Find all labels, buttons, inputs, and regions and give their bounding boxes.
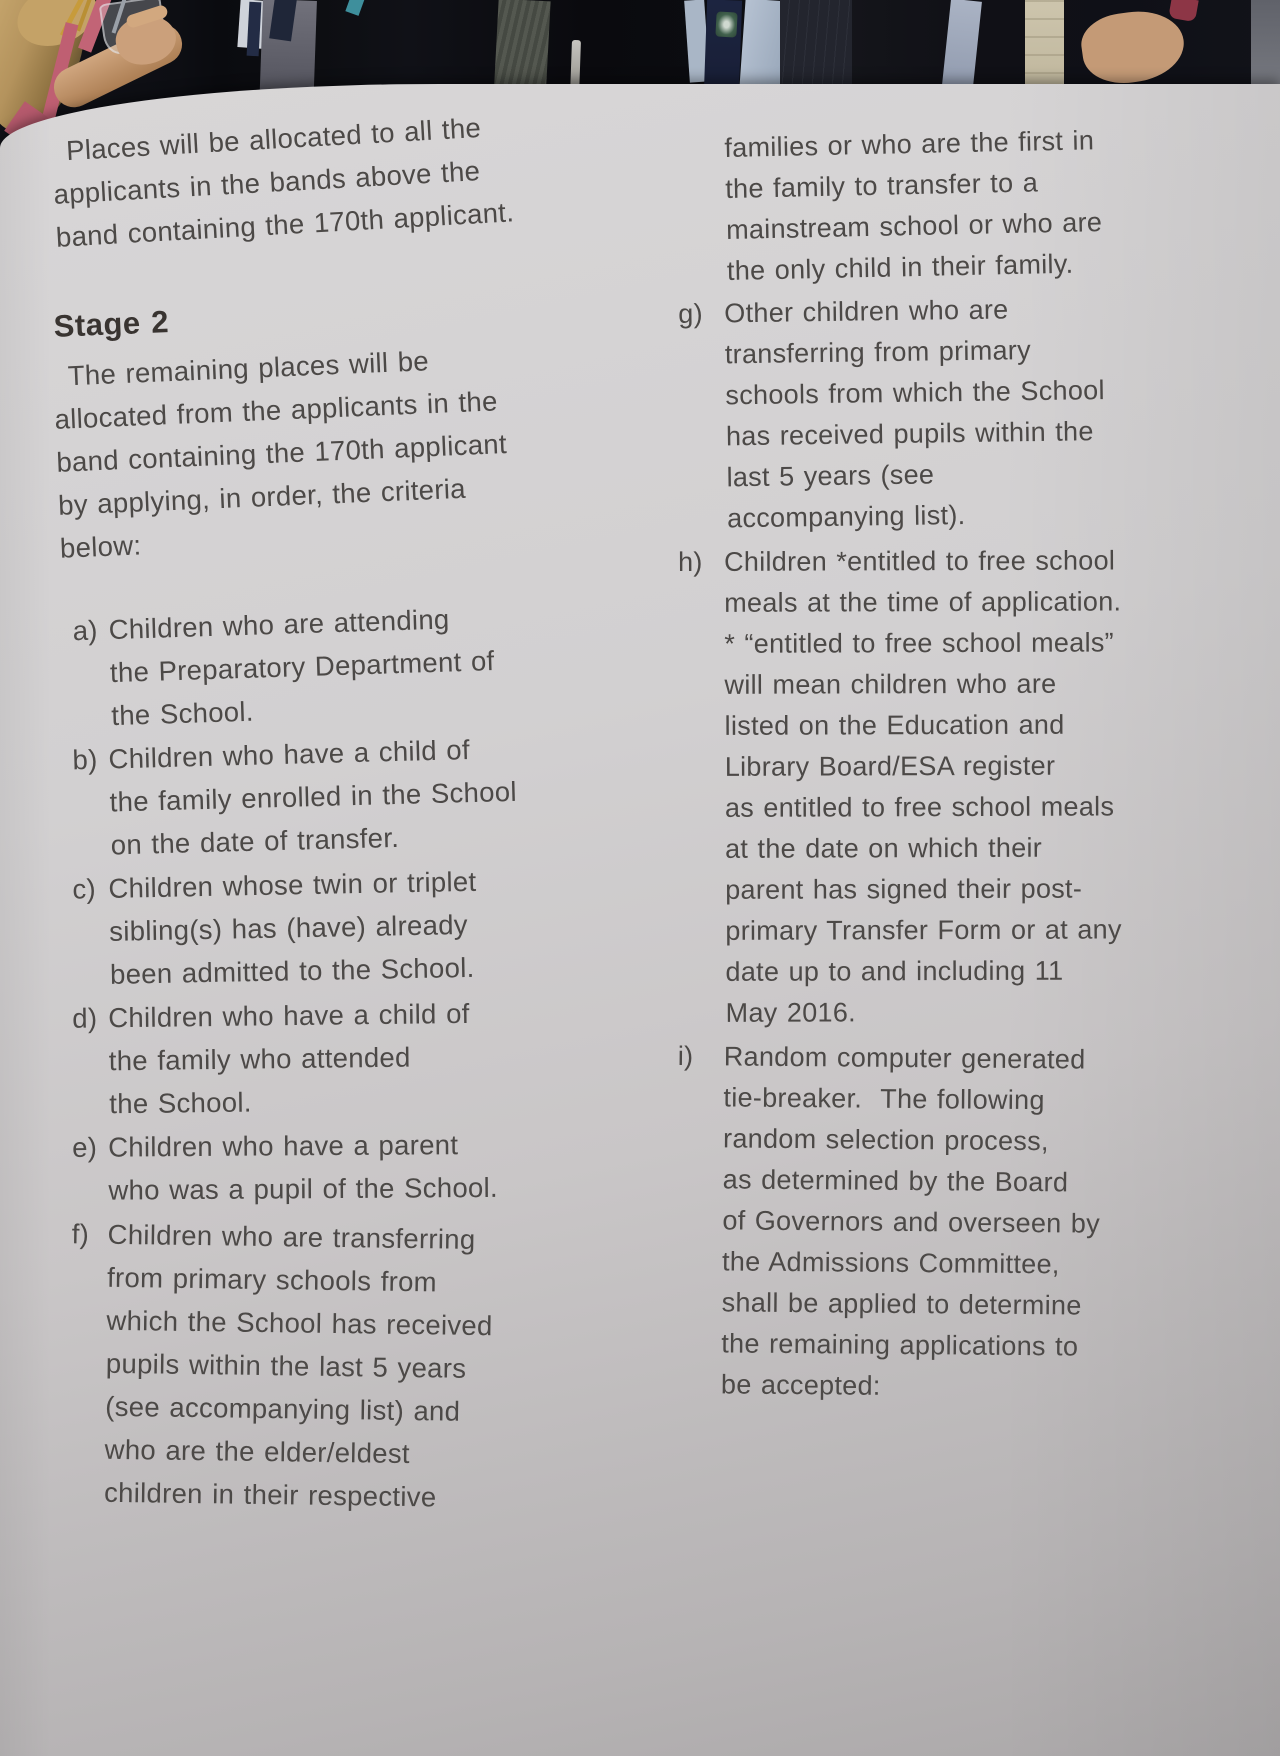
text-line: Other children who are: [724, 294, 1009, 329]
text-line: which the School has received: [106, 1304, 493, 1342]
criterion-g: [678, 288, 1105, 540]
criterion-label: c): [72, 873, 97, 905]
text-line: applicants in the bands above the: [52, 155, 481, 210]
text-line: May 2016.: [725, 997, 856, 1028]
criterion-label: f): [71, 1218, 90, 1250]
intro-paragraph: [50, 102, 556, 259]
text-line: as entitled to free school meals: [724, 791, 1115, 823]
text-line: random selection process,: [722, 1123, 1049, 1157]
text-line: pupils within the last 5 years: [105, 1347, 467, 1384]
criterion-f: [46, 1212, 550, 1520]
photo-red-detail: [1168, 0, 1198, 22]
left-column: [50, 111, 550, 1513]
text-line: the family who attended: [108, 1041, 411, 1077]
text-line: last 5 years (see: [726, 459, 935, 493]
stage2-heading: Stage 2: [52, 304, 170, 344]
photo-stone-wall: [1025, 0, 1064, 94]
text-line: the Preparatory Department of: [109, 645, 495, 689]
text-line: by applying, in order, the criteria: [57, 472, 467, 521]
criterion-label: i): [677, 1040, 694, 1072]
text-line: mainstream school or who are: [725, 207, 1103, 245]
text-line: listed on the Education and: [724, 709, 1065, 741]
text-line: Children *entitled to free school: [724, 545, 1116, 577]
text-line: The remaining places will be: [67, 345, 430, 392]
text-line: Children who are transferring: [107, 1218, 476, 1255]
text-line: Random computer generated: [723, 1041, 1086, 1075]
criterion-f-continuation: [724, 120, 1101, 292]
criteria-list-left: [50, 603, 550, 1513]
photo-clasped-hands: [1078, 5, 1189, 89]
text-line: be accepted:: [720, 1369, 881, 1401]
criterion-label: d): [72, 1002, 98, 1034]
text-line: sibling(s) has (have) already: [108, 908, 469, 947]
text-line: families or who are the first in: [724, 125, 1095, 163]
text-line: Children who are attending: [108, 603, 450, 646]
text-line: who are the elder/eldest: [104, 1433, 411, 1470]
text-line: the School.: [110, 695, 255, 732]
text-line: schools from which the School: [725, 375, 1105, 411]
text-line: (see accompanying list) and: [105, 1390, 461, 1427]
text-line: tie-breaker. The following: [723, 1082, 1045, 1116]
stage2-section: [50, 288, 560, 570]
text-line: transferring from primary: [724, 335, 1032, 370]
photo-school-crest: [715, 11, 737, 37]
text-line: from primary schools from: [106, 1261, 438, 1298]
photo-silver-tie: [941, 0, 982, 97]
text-line: been admitted to the School.: [109, 951, 475, 990]
text-line: meals at the time of application.: [724, 586, 1122, 618]
text-line: as determined by the Board: [722, 1164, 1069, 1198]
text-line: date up to and including 11: [725, 955, 1064, 987]
stage2-paragraph: [52, 334, 561, 570]
text-line: of Governors and overseen by: [722, 1205, 1101, 1239]
text-line: Children who have a parent: [108, 1129, 459, 1163]
criterion-b: [50, 726, 553, 868]
criterion-e: [50, 1123, 551, 1212]
criterion-label: h): [678, 546, 703, 577]
text-line: will mean children who are: [724, 668, 1057, 700]
text-line: children in their respective: [103, 1476, 437, 1513]
page: [0, 84, 1280, 1756]
right-column: [677, 125, 1122, 1405]
criterion-label: e): [72, 1131, 98, 1163]
text-line: shall be applied to determine: [721, 1287, 1082, 1321]
criterion-d: [50, 991, 552, 1126]
criterion-label: g): [678, 298, 704, 329]
text-line: allocated from the applicants in the: [53, 385, 499, 435]
criterion-c: [50, 858, 552, 997]
text-line: the remaining applications to: [721, 1328, 1079, 1362]
criterion-label: a): [72, 614, 99, 647]
text-line: the family enrolled in the School: [109, 775, 518, 818]
criterion-h: [678, 541, 1122, 1034]
text-line: at the date on which their: [725, 832, 1043, 864]
text-line: Library Board/ESA register: [724, 750, 1056, 782]
text-line: has received pupils within the: [725, 416, 1094, 452]
text-line: the only child in their family.: [726, 248, 1074, 286]
text-line: the Admissions Committee,: [721, 1246, 1060, 1280]
text-line: Children who have a child of: [108, 734, 471, 775]
text-line: primary Transfer Form or at any: [725, 914, 1122, 946]
text-line: band containing the 170th applicant.: [55, 196, 515, 253]
text-line: Places will be allocated to all the: [65, 111, 482, 167]
criterion-a: [50, 594, 554, 739]
text-line: * “entitled to free school meals”: [724, 627, 1114, 659]
text-line: the School.: [109, 1086, 252, 1120]
text-line: the family to transfer to a: [724, 167, 1039, 204]
text-line: who was a pupil of the School.: [108, 1171, 499, 1206]
text-line: band containing the 170th applicant: [55, 428, 508, 478]
criterion-i: [675, 1036, 1101, 1409]
text-line: Children whose twin or triplet: [108, 865, 477, 904]
text-line: Children who have a child of: [108, 997, 470, 1034]
text-line: on the date of transfer.: [110, 821, 400, 861]
criterion-label: b): [72, 743, 99, 776]
text-line: parent has signed their post-: [725, 873, 1083, 905]
photo-teal-detail: [345, 0, 364, 16]
text-line: accompanying list).: [726, 500, 966, 534]
text-line: below:: [59, 529, 142, 564]
